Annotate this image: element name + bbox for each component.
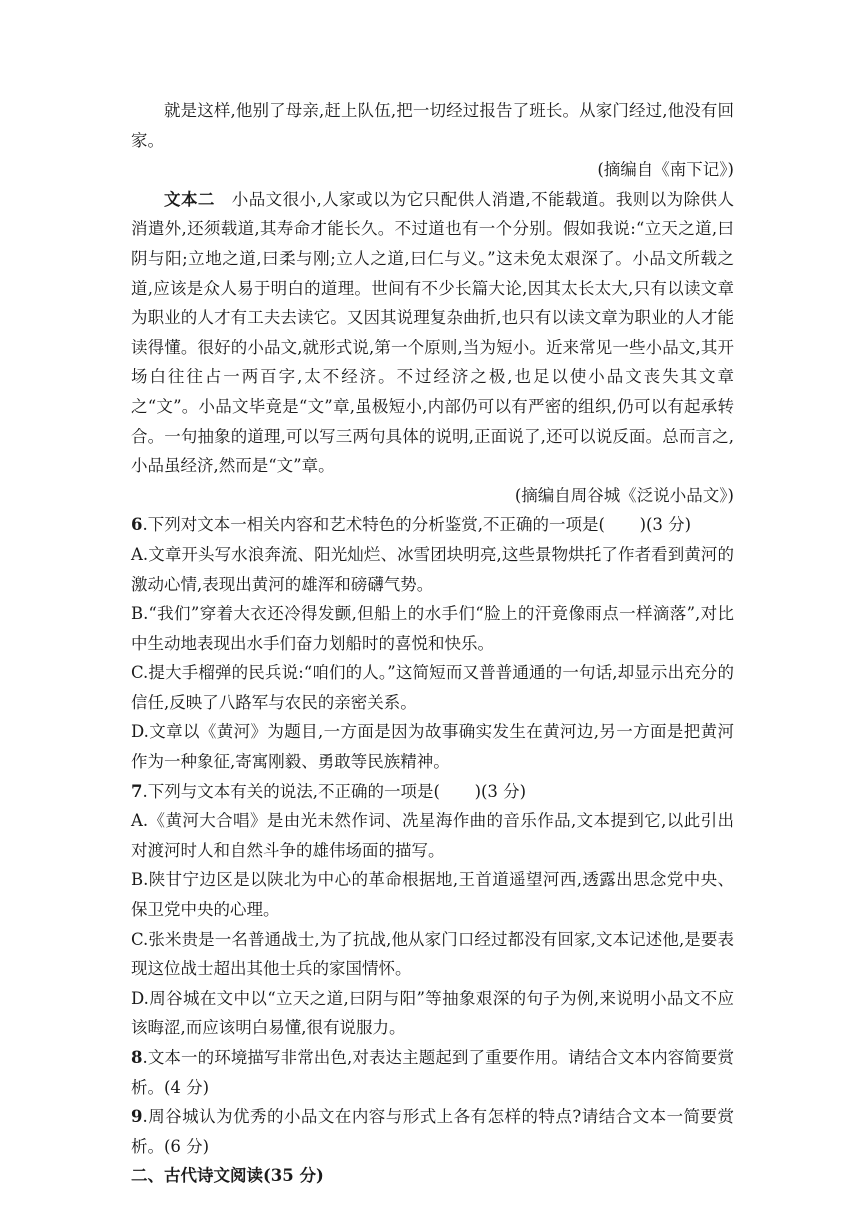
option-7d: D.周谷城在文中以“立天之道,曰阴与阳”等抽象艰深的句子为例,来说明小品文不应该晦涩,而应该明白易懂,很有说服力。 <box>131 988 734 1038</box>
text2-source: (摘编自周谷城《泛说小品文》) <box>514 485 734 505</box>
question-score: )(3 分) <box>474 781 527 801</box>
section-heading: 二、古代诗文阅读(35 分) <box>131 1166 324 1186</box>
text2-paragraph <box>131 185 734 481</box>
text2-body: 小品文很小,人家或以为它只配供人消遣,不能载道。我则以为除供人消遣外,还须载道,其寿命才能长久。不过道也有一个分别。假如我说:“立天之道,曰阴与阳;立地之道,曰柔与刚;立人之道,曰仁与义。”这未免太艰深了。小品文所载之道,应该是众人易于明白的道理。世间有不少长篇大论,因其太长太大,只有以读文章为职业的人才有工夫去读它。又因其说理复杂曲折,也只有以读文章为职业的人才能读得懂。很好的小品文,就形式说,第一个原则,当为短小。近来常见一些小品文,其开场白往往占一两百字,太不经济。不过经济之极,也足以使小品文丧失其文章之“文”。小品文毕竟是“文”章,虽极短小,内部仍可以有严密的组织,仍可以有起承转合。一句抽象的道理,可以写三两句具体的说明,正面说了,还可以说反面。总而言之,小品虽经济,然而是“文”章。 <box>131 189 734 476</box>
question-stem: .下列与文本有关的说法,不正确的一项是( <box>142 781 440 801</box>
question-7 <box>131 777 734 807</box>
option-7b: B.陕甘宁边区是以陕北为中心的革命根据地,王首道遥望河西,透露出思念党中央、保卫党中央的心理。 <box>131 870 734 920</box>
option-7c: C.张米贵是一名普通战士,为了抗战,他从家门口经过都没有回家,文本记述他,是要表现这位战士超出其他士兵的家国情怀。 <box>131 929 734 979</box>
question-score: )(3 分) <box>639 515 692 535</box>
question-number: 8 <box>131 1048 143 1067</box>
question-8 <box>131 1043 734 1102</box>
option-6c: C.提大手榴弹的民兵说:“咱们的人。”这简短而又普普通通的一句话,却显示出充分的信任,反映了八路军与农民的亲密关系。 <box>131 663 734 712</box>
question-stem: .下列对文本一相关内容和艺术特色的分析鉴赏,不正确的一项是( <box>142 515 605 535</box>
question-stem: .周谷城认为优秀的小品文在内容与形式上各有怎样的特点?请结合文本一简要赏析。(6 分) <box>131 1107 734 1156</box>
question-number: 9 <box>131 1107 143 1127</box>
option-6d: D.文章以《黄河》为题目,一方面是因为故事确实发生在黄河边,另一方面是把黄河作为一种象征,寄寓刚毅、勇敢等民族精神。 <box>131 722 734 772</box>
text1-source: (摘编自《南下记》) <box>597 160 734 180</box>
text1-ending-paragraph: 就是这样,他别了母亲,赶上队伍,把一切经过报告了班长。从家门经过,他没有回家。 <box>131 101 734 150</box>
document-page <box>131 96 734 1191</box>
question-6 <box>131 510 734 540</box>
text2-label: 文本二 <box>164 189 215 209</box>
option-6b: B.“我们”穿着大衣还冷得发颤,但船上的水手们“脸上的汗竟像雨点一样滴落”,对比中生动地表现出水手们奋力划船时的喜悦和快乐。 <box>131 604 734 653</box>
question-number: 6 <box>131 515 143 535</box>
option-6a: A.文章开头写水浪奔流、阳光灿烂、冰雪团块明亮,这些景物烘托了作者看到黄河的激动心情,表现出黄河的雄浑和磅礴气势。 <box>131 544 734 594</box>
question-9 <box>131 1102 734 1161</box>
question-number: 7 <box>131 781 143 801</box>
option-7a: A.《黄河大合唱》是由光未然作词、冼星海作曲的音乐作品,文本提到它,以此引出对渡河时人和自然斗争的雄伟场面的描写。 <box>131 811 734 860</box>
question-stem: .文本一的环境描写非常出色,对表达主题起到了重要作用。请结合文本内容简要赏析。(4 分) <box>131 1048 734 1097</box>
